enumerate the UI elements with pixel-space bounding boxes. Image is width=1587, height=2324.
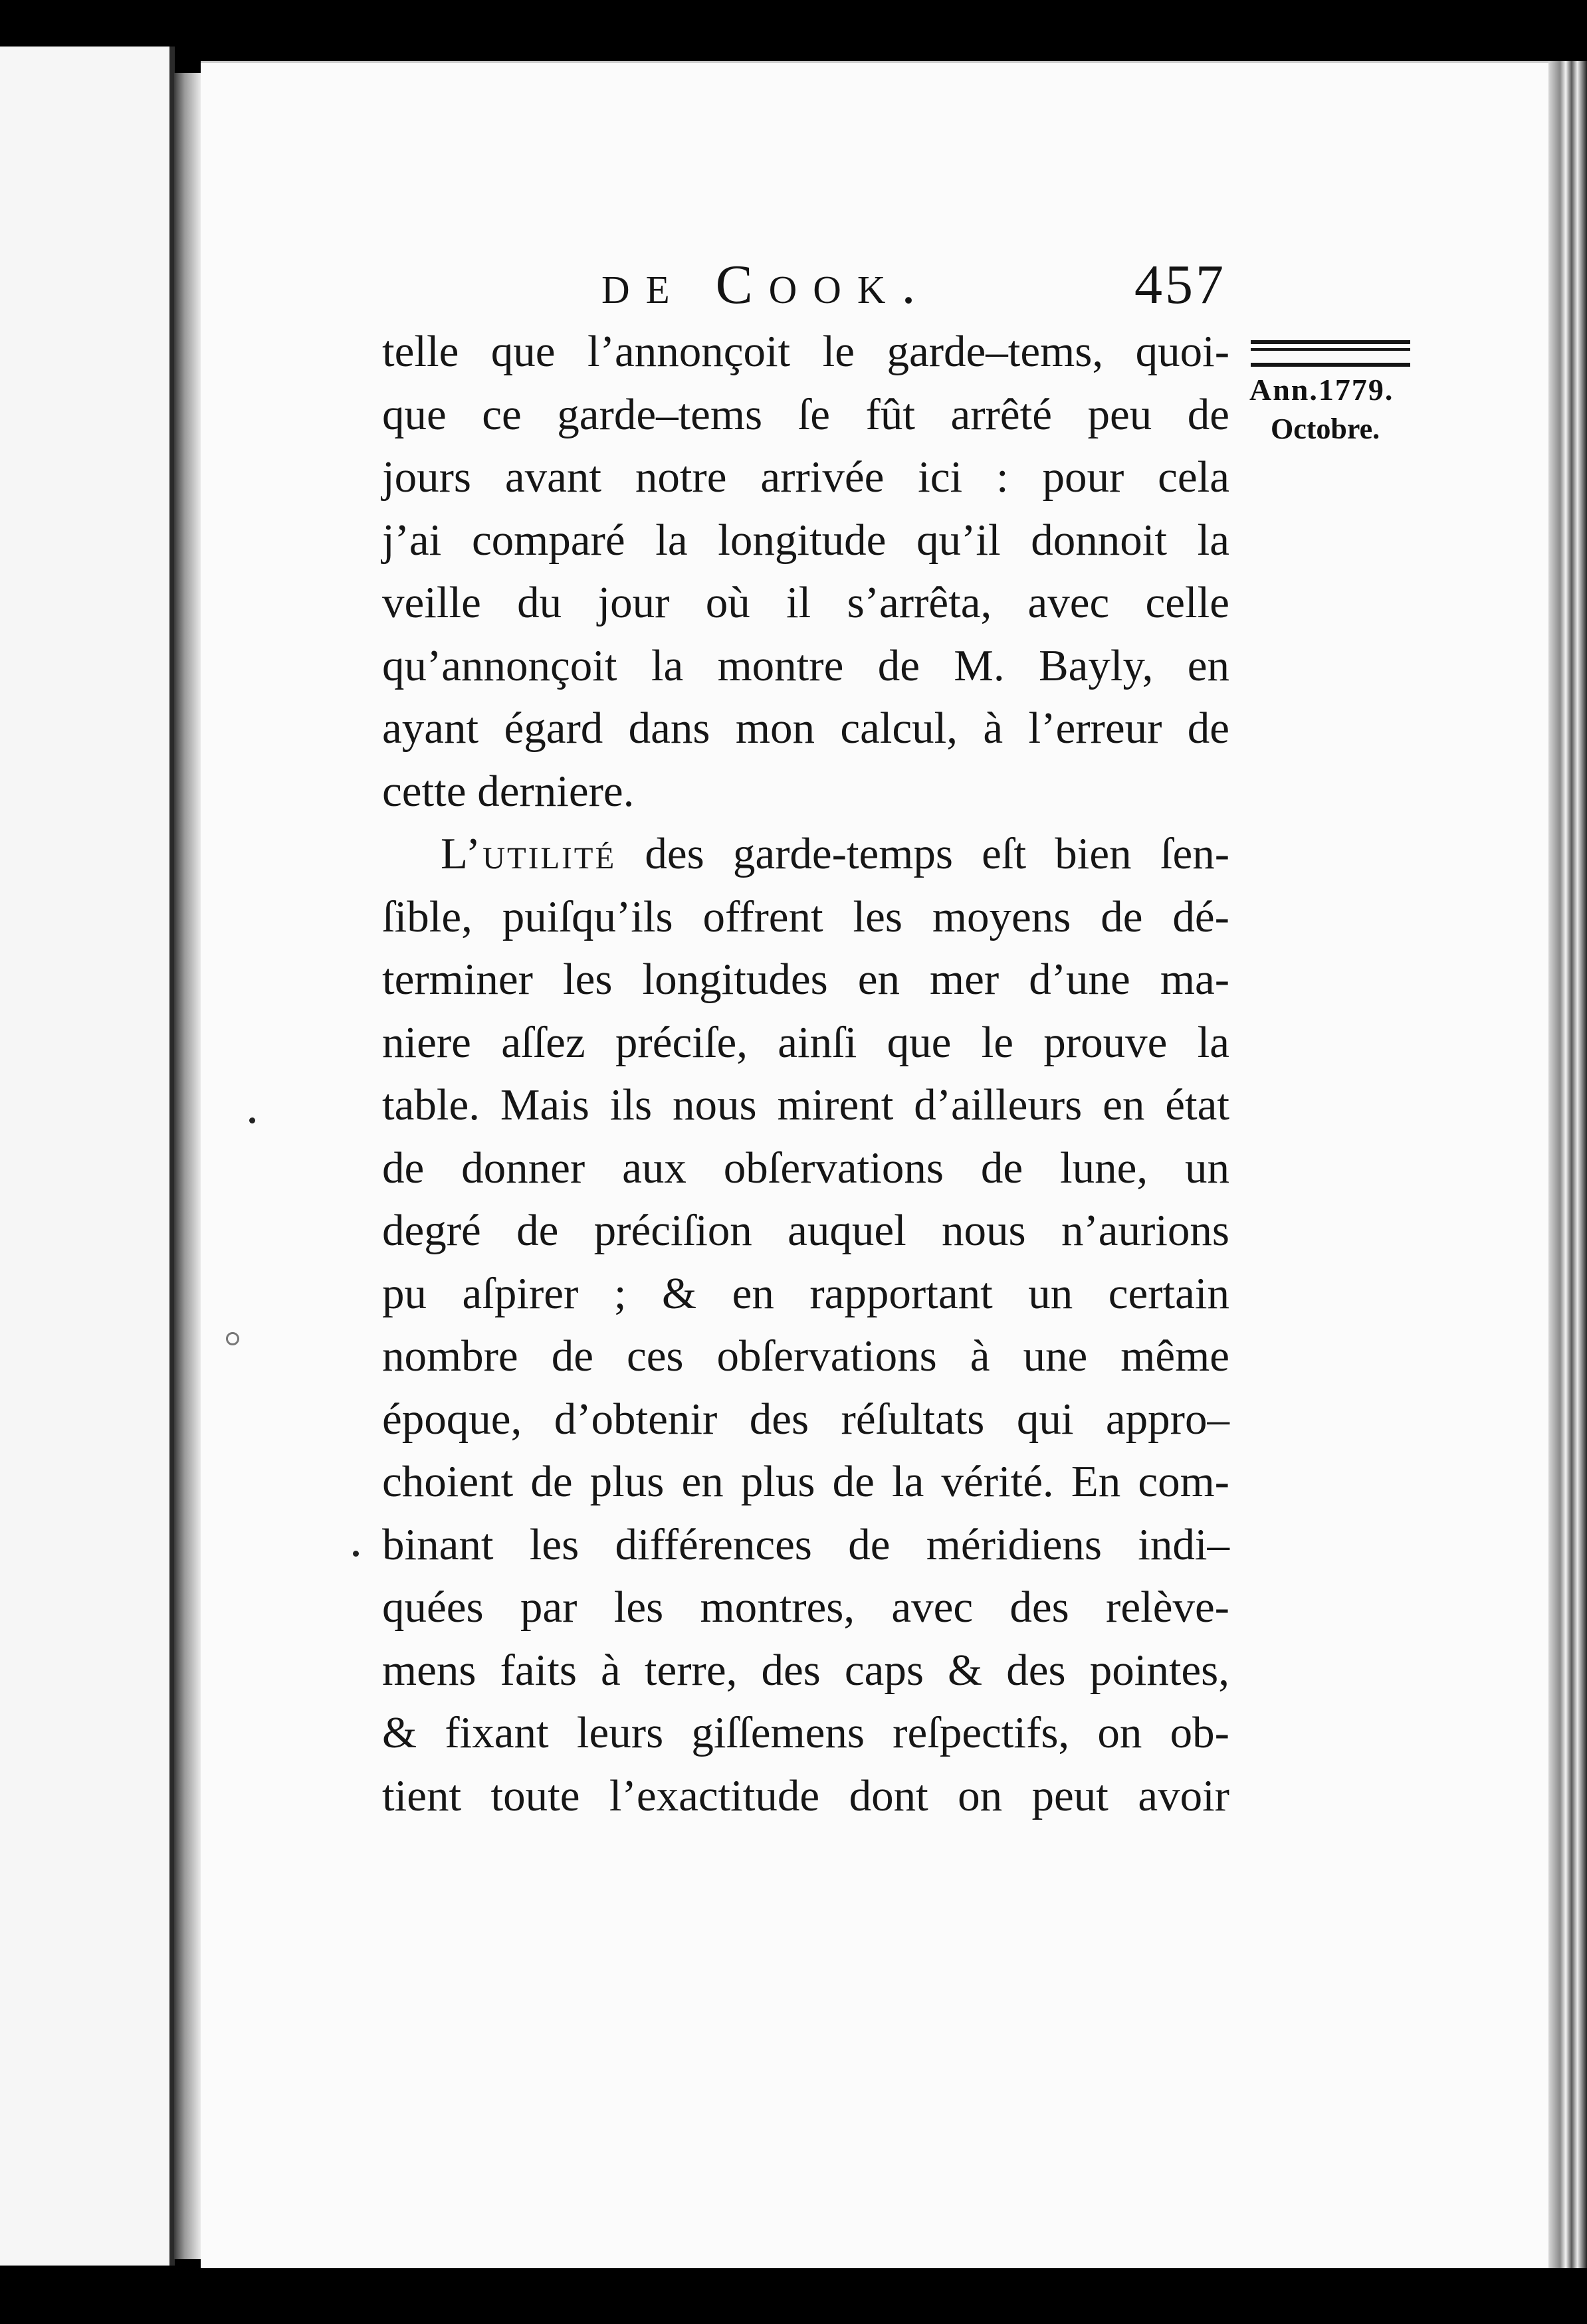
text-line: quées par les montres, avec des relève- bbox=[382, 1583, 1229, 1632]
paper-speck bbox=[353, 1551, 359, 1557]
paragraph-lead-word: L’utilité bbox=[441, 829, 617, 878]
text-line: table. Mais ils nous mirent d’ailleurs en état bbox=[382, 1080, 1229, 1129]
text-line: cette derniere. bbox=[382, 766, 635, 816]
book-gutter bbox=[174, 73, 201, 2259]
running-title: de Cook. bbox=[601, 254, 932, 316]
text-line: binant les différences de méridiens indi– bbox=[382, 1519, 1229, 1569]
first-line-rest: des garde-temps eſt bien ſen- bbox=[645, 829, 1230, 878]
page-number: 457 bbox=[1134, 254, 1226, 316]
running-head bbox=[601, 252, 1226, 319]
text-line: de donner aux obſervations de lune, un bbox=[382, 1143, 1229, 1193]
text-line: degré de préciſion auquel nous n’aurions bbox=[382, 1206, 1229, 1255]
text-line: mens faits à terre, des caps & des pointes, bbox=[382, 1645, 1229, 1695]
page-edges-right bbox=[1548, 61, 1587, 2274]
paper-speck bbox=[226, 1332, 239, 1345]
text-line: tient toute l’exactitude dont on peut avoir bbox=[382, 1771, 1229, 1820]
text-line: niere aſſez préciſe, ainſi que le prouve la bbox=[382, 1017, 1229, 1067]
text-line: qu’annonçoit la montre de M. Bayly, en bbox=[382, 640, 1229, 690]
text-line: telle que l’annonçoit le garde–tems, quoi- bbox=[382, 327, 1229, 376]
text-line-first bbox=[382, 823, 1229, 886]
margin-note-year: Ann.1779. bbox=[1249, 373, 1394, 407]
text-line: jours avant notre arrivée ici : pour cela bbox=[382, 452, 1229, 502]
text-line: ayant égard dans mon calcul, à l’erreur de bbox=[382, 704, 1229, 753]
paragraph-2 bbox=[382, 823, 1229, 1827]
text-line: époque, d’obtenir des réſultats qui appro– bbox=[382, 1394, 1229, 1444]
margin-rule bbox=[1251, 340, 1410, 367]
text-line: & fixant leurs giſſemens reſpectifs, on ob- bbox=[382, 1708, 1229, 1757]
text-line: que ce garde–tems ſe fût arrêté peu de bbox=[382, 389, 1229, 439]
scan-border-bottom bbox=[0, 2268, 1587, 2324]
text-line: choient de plus en plus de la vérité. En com- bbox=[382, 1457, 1229, 1506]
paper-speck bbox=[249, 1117, 255, 1123]
text-line: j’ai comparé la longitude qu’il donnoit la bbox=[382, 515, 1229, 565]
scan-border-top bbox=[0, 0, 1587, 54]
paragraph-1 bbox=[382, 320, 1229, 823]
facing-page-left bbox=[0, 47, 175, 2266]
margin-note-month: Octobre. bbox=[1271, 413, 1380, 445]
text-line: nombre de ces obſervations à une même bbox=[382, 1331, 1229, 1381]
text-line: veille du jour où il s’arrêta, avec celle bbox=[382, 578, 1229, 627]
text-line: ſible, puiſqu’ils offrent les moyens de dé- bbox=[382, 892, 1229, 941]
text-line: pu aſpirer ; & en rapportant un certain bbox=[382, 1268, 1229, 1318]
body-text bbox=[382, 320, 1229, 1827]
text-line: terminer les longitudes en mer d’une ma- bbox=[382, 955, 1229, 1004]
